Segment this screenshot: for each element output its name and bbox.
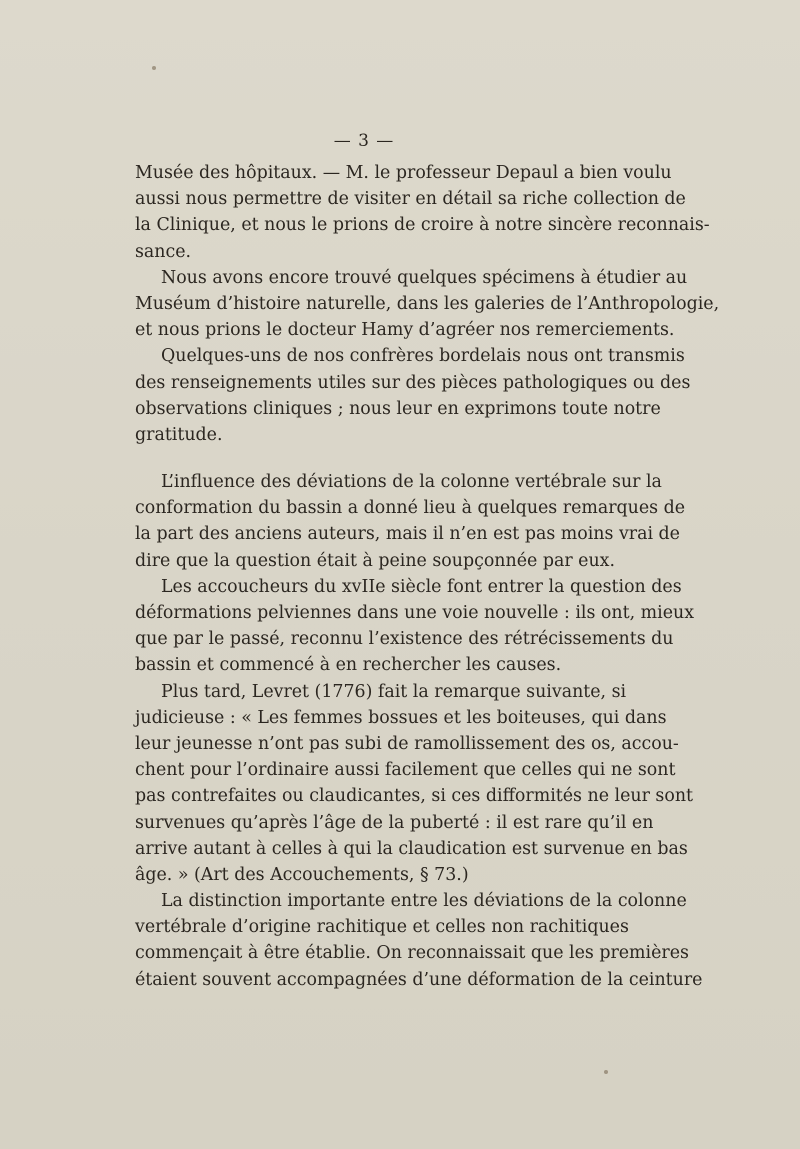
paragraph <box>135 679 694 889</box>
text-line: commençait à être établie. On reconnaissait que les premières <box>135 943 689 964</box>
text-line: bassin et commencé à en rechercher les causes. <box>135 655 562 676</box>
page-number: — 3 — <box>333 131 395 151</box>
text-line: Quelques-uns de nos confrères bordelais nous ont transmis <box>161 346 685 367</box>
paper-speck <box>604 1070 608 1074</box>
text-line: étaient souvent accompagnées d’une déformation de la ceinture <box>135 969 703 990</box>
text-line: Les accoucheurs du xvIIe siècle font entrer la question des <box>161 576 682 597</box>
text-line: L’influence des déviations de la colonne vertébrale sur la <box>161 472 662 493</box>
paper-speck <box>152 66 156 70</box>
body-text <box>135 160 720 993</box>
text-line: arrive autant à celles à qui la claudication est survenue en bas <box>135 838 688 859</box>
paragraph <box>135 574 694 679</box>
text-line: et nous prions le docteur Hamy d’agréer nos remerciements. <box>135 320 675 341</box>
text-line: judicieuse : « Les femmes bossues et les boiteuses, qui dans <box>135 707 667 728</box>
paragraph <box>135 343 691 448</box>
text-line: observations cliniques ; nous leur en exprimons toute notre <box>135 398 661 419</box>
text-line: Plus tard, Levret (1776) fait la remarque suivante, si <box>161 681 627 702</box>
paragraph <box>135 469 686 574</box>
text-line: survenues qu’après l’âge de la puberté : il est rare qu’il en <box>135 812 654 833</box>
text-line: âge. » (Art des Accouchements, § 73.) <box>135 864 469 885</box>
section-break <box>135 448 591 469</box>
text-line: gratitude. <box>135 424 223 445</box>
paragraph <box>135 888 703 993</box>
text-line: Nous avons encore trouvé quelques spécimens à étudier au <box>161 267 688 288</box>
paragraph <box>135 160 710 265</box>
text-line: des renseignements utiles sur des pièces pathologiques ou des <box>135 372 691 393</box>
text-line: la part des anciens auteurs, mais il n’en est pas moins vrai de <box>135 524 680 545</box>
text-line: aussi nous permettre de visiter en détail sa riche collection de <box>135 189 686 210</box>
text-line: la Clinique, et nous le prions de croire à notre sincère reconnais- <box>135 215 710 236</box>
text-line: La distinction importante entre les déviations de la colonne <box>161 891 687 912</box>
text-line: sance. <box>135 241 192 262</box>
text-line: déformations pelviennes dans une voie nouvelle : ils ont, mieux <box>135 603 694 623</box>
paragraph <box>135 265 720 344</box>
text-line: leur jeunesse n’ont pas subi de ramollissement des os, accou- <box>135 733 679 754</box>
text-line: chent pour l’ordinaire aussi facilement que celles qui ne sont <box>135 760 676 781</box>
text-line: dire que la question était à peine soupçonnée par eux. <box>135 550 615 571</box>
text-line: Muséum d’histoire naturelle, dans les galeries de l’Anthropologie, <box>135 293 720 314</box>
text-line: vertébrale d’origine rachitique et celles non rachitiques <box>135 917 629 938</box>
text-line: que par le passé, reconnu l’existence des rétrécissements du <box>135 629 674 650</box>
text-line: Musée des hôpitaux. — M. le professeur Depaul a bien voulu <box>135 163 672 183</box>
text-line: conformation du bassin a donné lieu à quelques remarques de <box>135 498 686 519</box>
text-line: pas contrefaites ou claudicantes, si ces difformités ne leur sont <box>135 786 694 807</box>
